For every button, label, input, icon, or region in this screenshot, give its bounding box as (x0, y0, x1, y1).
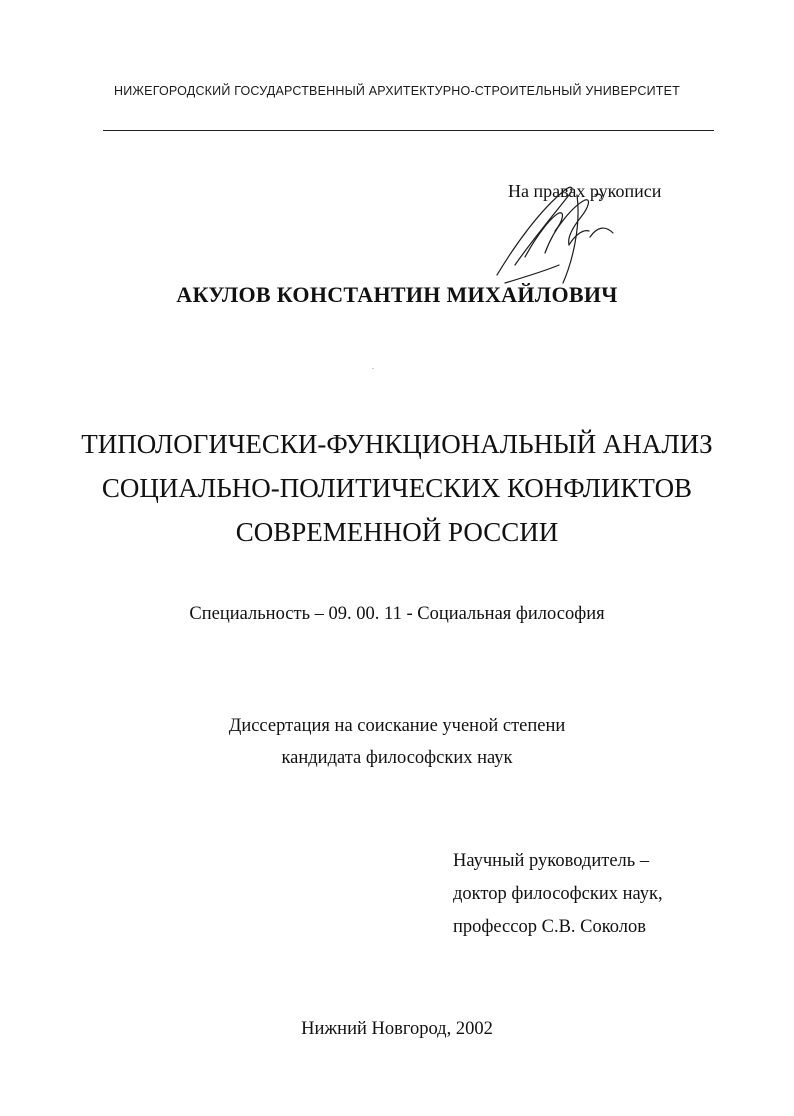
degree-line: Диссертация на соискание ученой степени (228, 716, 566, 736)
university-name: НИЖЕГОРОДСКИЙ ГОСУДАРСТВЕННЫЙ АРХИТЕКТУРНО-СТРОИТЕЛЬНЫЙ УНИВЕРСИТЕТ (114, 84, 680, 98)
supervisor-line: Научный руководитель – (453, 851, 650, 871)
title-line: ТИПОЛОГИЧЕСКИ-ФУНКЦИОНАЛЬНЫЙ АНАЛИЗ (81, 429, 713, 459)
header-divider (103, 130, 714, 131)
specialty: Специальность – 09. 00. 11 - Социальная философия (189, 604, 605, 624)
degree-statement (0, 710, 794, 774)
supervisor-block (453, 845, 663, 944)
dissertation-title (0, 422, 794, 554)
supervisor-line: доктор философских наук, (453, 884, 663, 904)
title-line: СОВРЕМЕННОЙ РОССИИ (235, 517, 559, 547)
supervisor-line: профессор С.В. Соколов (453, 917, 647, 937)
title-line: СОЦИАЛЬНО-ПОЛИТИЧЕСКИХ КОНФЛИКТОВ (101, 473, 693, 503)
degree-line: кандидата философских наук (281, 748, 513, 768)
scan-speck (372, 368, 374, 369)
manuscript-note: На правах рукописи (508, 181, 662, 201)
signature-image (485, 165, 635, 290)
author-name: АКУЛОВ КОНСТАНТИН МИХАЙЛОВИЧ (176, 282, 618, 307)
city-year: Нижний Новгород, 2002 (301, 1019, 493, 1039)
